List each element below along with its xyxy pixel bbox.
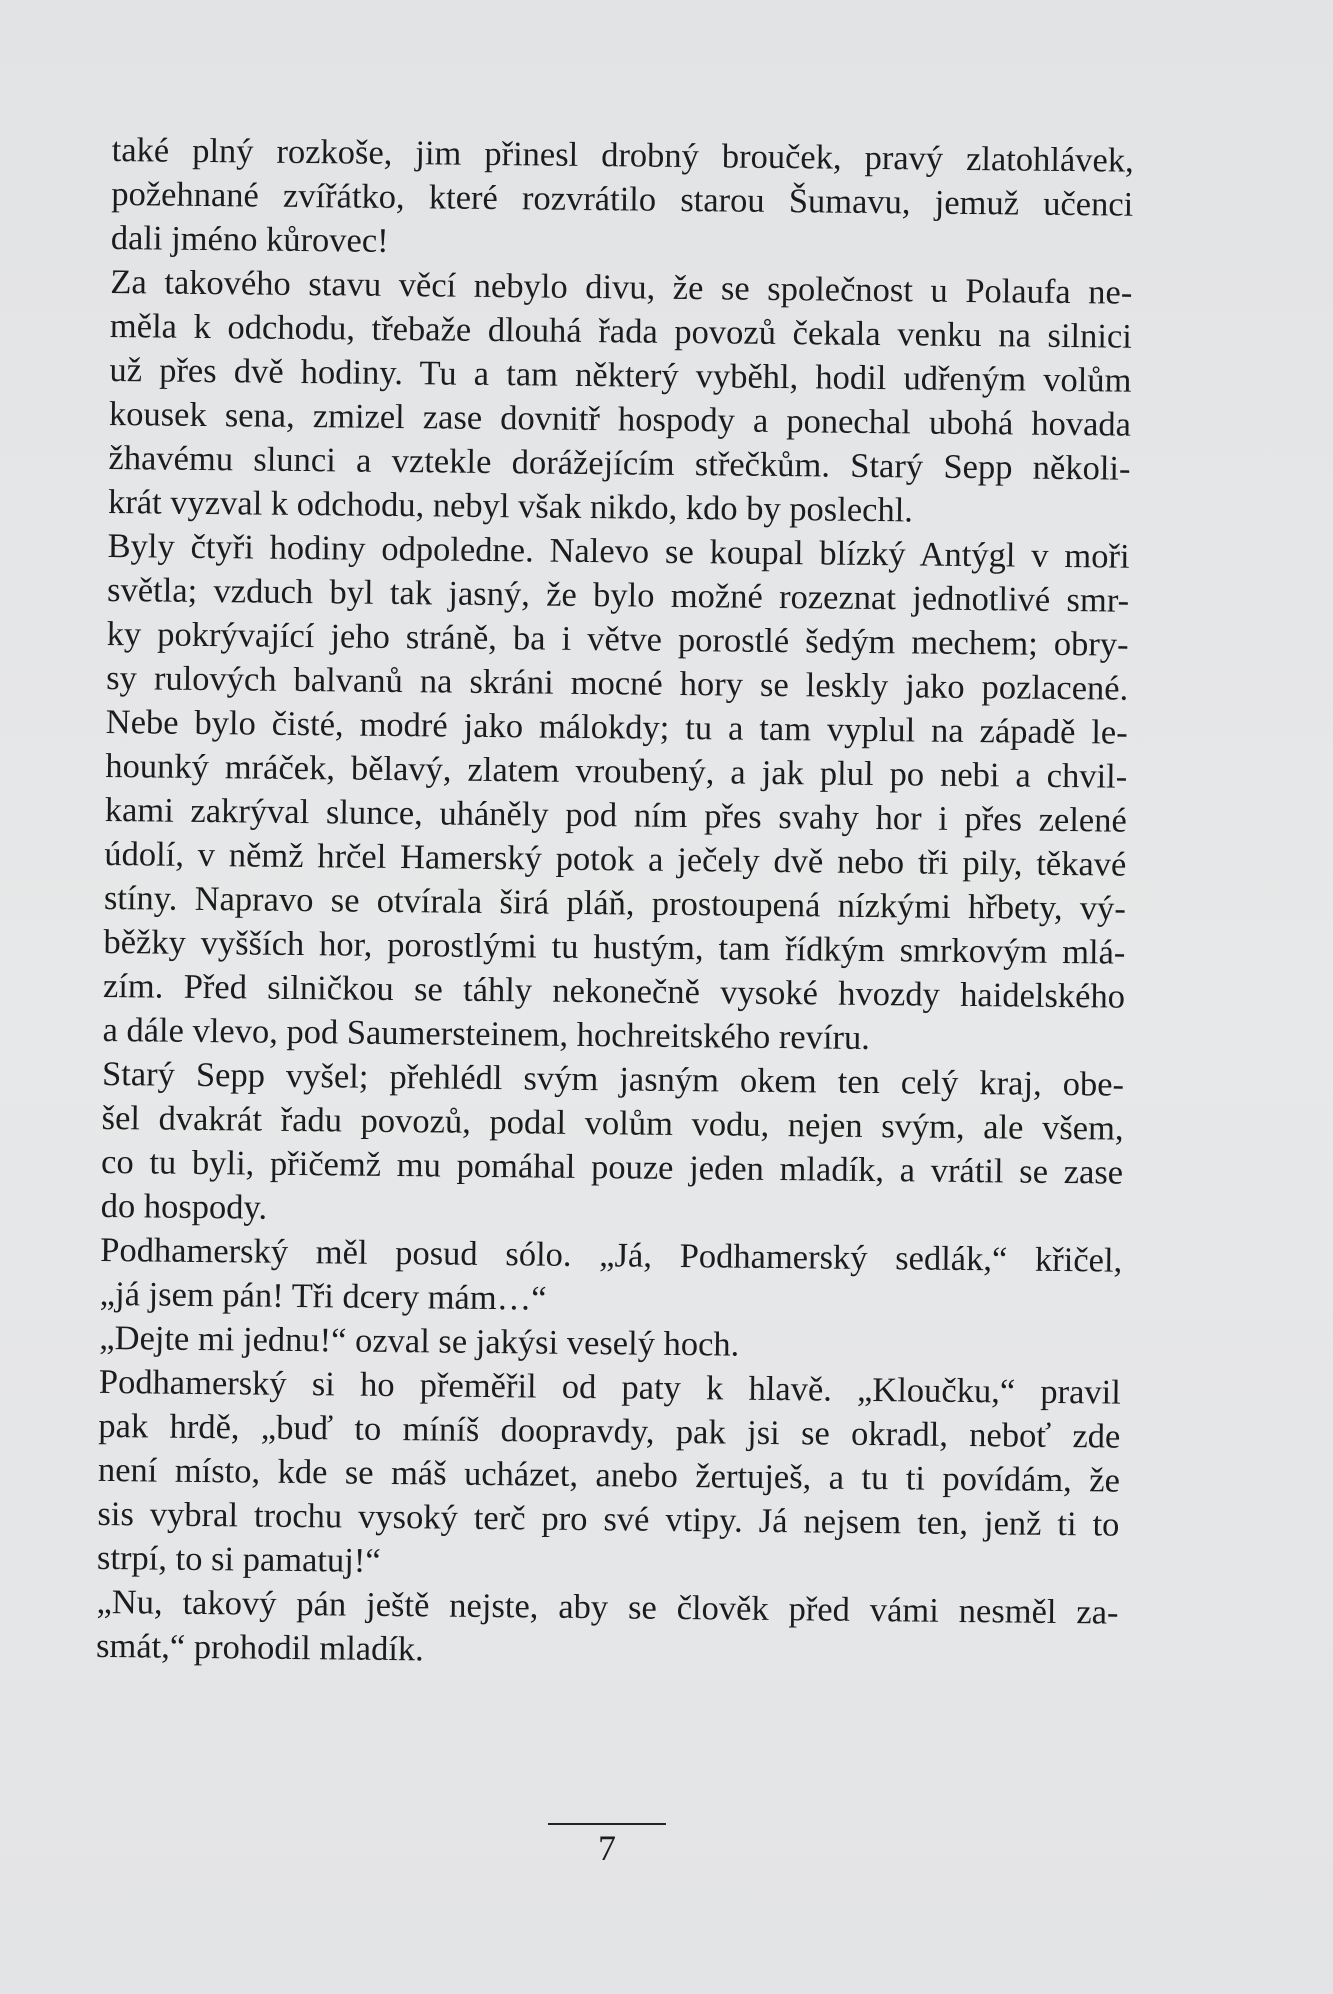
text-line: „Dejte mi jednu!“ ozval se jakýsi veselý hoch. (99, 1318, 740, 1364)
text-line: ky pokrývající jeho stráně, ba i větve porostlé šedým mechem; obry- (106, 614, 1129, 664)
text-line: Podhamerský si ho přeměřil od paty k hlavě. „Kloučku,“ pravil (98, 1362, 1122, 1412)
text-line: Za takového stavu věcí nebylo divu, že se společnost u Polaufa ne- (110, 262, 1133, 312)
text-line: pak hrdě, „buď to míníš doopravdy, pak jsi se okradl, neboť zde (98, 1406, 1121, 1456)
page-number: 7 (598, 1828, 616, 1868)
text-line: sis vybral trochu vysoký terč pro své vtipy. Já nejsem ten, jenž ti to (97, 1494, 1120, 1544)
text-line: kousek sena, zmizel zase dovnitř hospody a ponechal ubohá hovada (108, 394, 1132, 444)
text-line: kami zakrýval slunce, uháněly pod ním přes svahy hor i přes zelené (104, 790, 1128, 840)
body-text (96, 128, 1134, 1679)
text-line: dali jméno kůrovec! (110, 218, 389, 260)
text-line: sy rulových balvanů na skráni mocné hory se leskly jako pozlacené. (106, 658, 1129, 708)
text-line: šel dvakrát řadu povozů, podal volům vodu, nejen svým, ale všem, (101, 1098, 1124, 1148)
text-line: strpí, to si pamatuj!“ (96, 1538, 381, 1580)
text-line: už přes dvě hodiny. Tu a tam některý vyběhl, hodil udřeným volům (109, 350, 1132, 400)
text-line: „Nu, takový pán ještě nejste, aby se člověk před vámi nesměl za- (96, 1582, 1119, 1632)
text-line: zím. Před silničkou se táhly nekonečně vysoké hvozdy haidelského (102, 966, 1126, 1016)
text-line: do hospody. (100, 1186, 268, 1227)
text-line: údolí, v němž hrčel Hamerský potok a ječely dvě nebo tři pily, těkavé (104, 834, 1127, 884)
text-line: krát vyzval k odchodu, nebyl však nikdo, kdo by poslechl. (107, 482, 914, 530)
text-line: co tu byli, přičemž mu pomáhal pouze jeden mladík, a vrátil se zase (100, 1142, 1124, 1192)
text-line: Starý Sepp vyšel; přehlédl svým jasným okem ten celý kraj, obe- (101, 1054, 1125, 1104)
text-line: stíny. Napravo se otvírala širá pláň, prostoupená nízkými hřbety, vý- (103, 878, 1127, 928)
text-line: světla; vzduch byl tak jasný, že bylo možné rozeznat jednotlivé smr- (106, 570, 1130, 620)
text-line: Byly čtyři hodiny odpoledne. Nalevo se koupal blízký Antýgl v moři (107, 526, 1130, 576)
text-line: smát,“ prohodil mladík. (95, 1626, 424, 1669)
text-line: také plný rozkoše, jim přinesl drobný brouček, pravý zlatohlávek, (111, 130, 1134, 180)
text-line: žhavému slunci a vztekle dorážejícím střečkům. Starý Sepp několi- (108, 438, 1131, 488)
text-line: hounký mráček, bělavý, zlatem vroubený, a jak plul po nebi a chvil- (105, 746, 1128, 796)
text-line: není místo, kde se máš ucházet, anebo žertuješ, a tu ti povídám, že (97, 1450, 1121, 1500)
text-line: Podhamerský měl posud sólo. „Já, Podhamerský sedlák,“ křičel, (100, 1230, 1123, 1280)
text-line: „já jsem pán! Tři dcery mám…“ (99, 1274, 547, 1318)
text-line: požehnané zvířátko, které rozvrátilo starou Šumavu, jemuž učenci (111, 174, 1134, 224)
text-line: Nebe bylo čisté, modré jako málokdy; tu a tam vyplul na západě le- (105, 702, 1128, 752)
text-line: a dále vlevo, pod Saumersteinem, hochreitského revíru. (102, 1010, 871, 1057)
text-line: běžky vyšších hor, porostlými tu hustým, tam řídkým smrkovým mlá- (103, 922, 1126, 972)
page-number-rule (548, 1823, 666, 1825)
text-line: měla k odchodu, třebaže dlouhá řada povozů čekala venku na silnici (109, 306, 1133, 356)
